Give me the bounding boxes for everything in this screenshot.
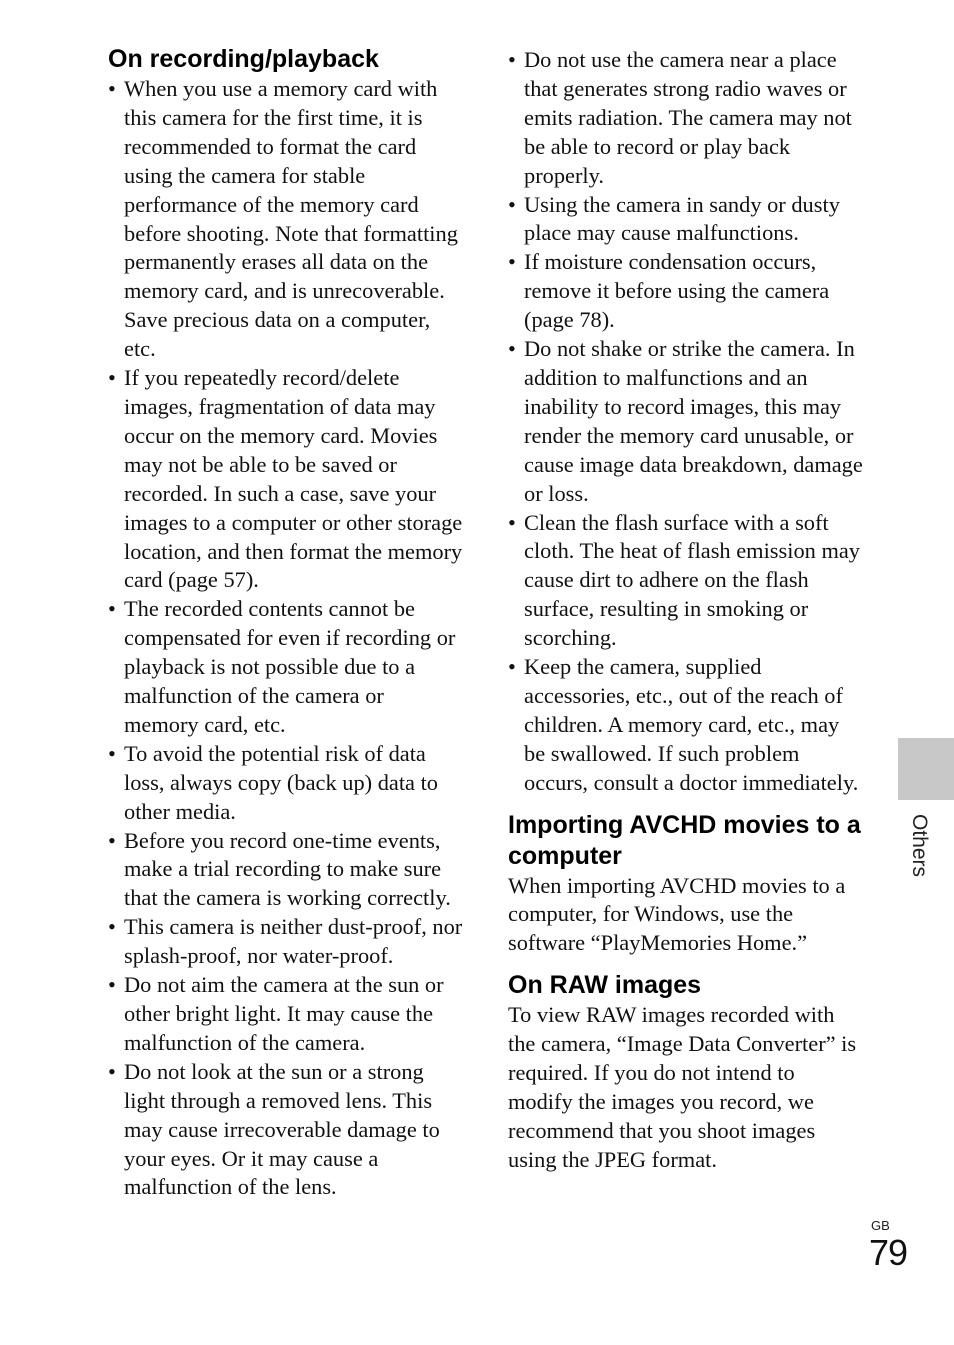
heading-raw-images: On RAW images: [508, 971, 702, 1000]
list-item: • Using the camera in sandy or dusty place may cause malfunctions.: [508, 191, 864, 249]
list-item: • If you repeatedly record/delete images, fragmentation of data may occur on the memory card. Movies may not be able to be saved or recorded. In such a case, save your images to a computer or other storage location, and then format the memory card (page 57).: [108, 364, 464, 595]
list-item: • When you use a memory card with this camera for the first time, it is recommended to format the card using the camera for stable performance of the memory card before shooting. Note that formatting permanently erases all data on the memory card, and is unrecoverable. Save precious data on a computer, etc.: [108, 75, 464, 364]
avchd-paragraph: When importing AVCHD movies to a computer, for Windows, use the software “PlayMemories Home.”: [508, 872, 846, 956]
section-tab-marker: [898, 738, 954, 800]
left-column: [108, 44, 464, 1202]
raw-paragraph: To view RAW images recorded with the camera, “Image Data Converter” is required. If you do not intend to modify the images you record, we recommend that you shoot images using the JPEG format.: [508, 1002, 857, 1172]
list-item: • Do not aim the camera at the sun or other bright light. It may cause the malfunction of the camera.: [108, 971, 464, 1058]
raw-section: [508, 970, 864, 1174]
list-item: • Do not look at the sun or a strong light through a removed lens. This may cause irrecoverable damage to your eyes. Or it may cause a malfunction of the lens.: [108, 1058, 464, 1203]
list-item: • If moisture condensation occurs, remove it before using the camera (page 78).: [508, 248, 864, 335]
page-number: 79: [869, 1232, 908, 1273]
region-code: GB: [871, 1218, 890, 1233]
heading-importing-avchd: Importing AVCHD movies to a computer: [508, 810, 861, 870]
heading-recording-playback: On recording/playback: [108, 45, 379, 73]
list-item: • Keep the camera, supplied accessories, etc., out of the reach of children. A memory card, etc., may be swallowed. If such problem occurs, consult a doctor immediately.: [508, 653, 864, 798]
list-item: • Do not shake or strike the camera. In addition to malfunctions and an inability to record images, this may render the memory card unusable, or cause image data breakdown, damage or loss.: [508, 335, 864, 508]
section-tab-label: Others: [908, 814, 931, 878]
right-column: [508, 46, 864, 1175]
list-item: • Before you record one-time events, make a trial recording to make sure that the camera is working correctly.: [108, 827, 464, 914]
list-item: • Do not use the camera near a place that generates strong radio waves or emits radiation. The camera may not be able to record or play back properly.: [508, 46, 864, 191]
avchd-section: [508, 810, 864, 959]
recording-bullet-list: [108, 75, 464, 1202]
caution-bullet-list: [508, 46, 864, 798]
list-item: • Clean the flash surface with a soft cloth. The heat of flash emission may cause dirt to adhere on the flash surface, resulting in smoking or scorching.: [508, 509, 864, 654]
list-item: • This camera is neither dust-proof, nor splash-proof, nor water-proof.: [108, 913, 464, 971]
list-item: • To avoid the potential risk of data loss, always copy (back up) data to other media.: [108, 740, 464, 827]
list-item: • The recorded contents cannot be compensated for even if recording or playback is not possible due to a malfunction of the camera or memory card, etc.: [108, 595, 464, 740]
